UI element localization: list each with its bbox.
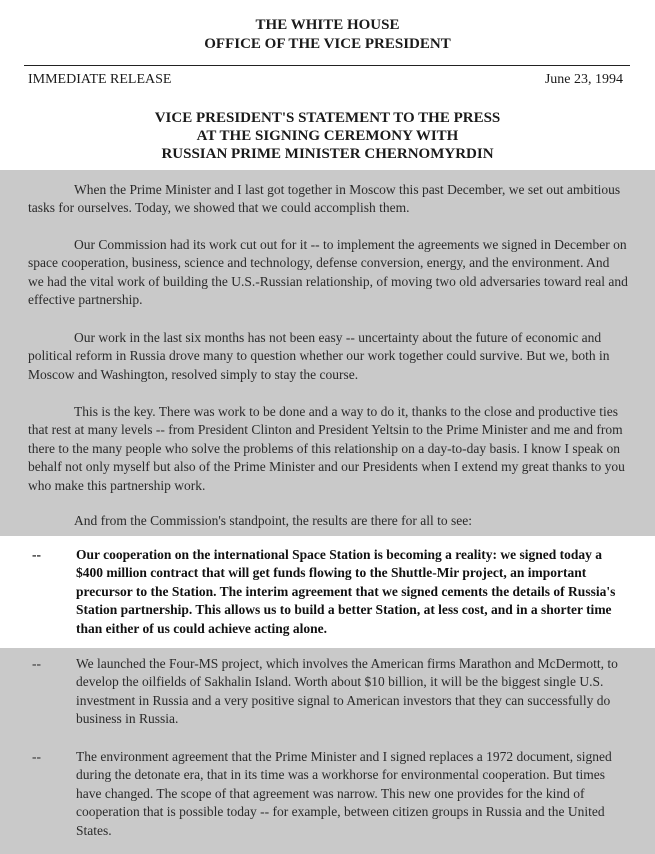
title-line-1: VICE PRESIDENT'S STATEMENT TO THE PRESS: [154, 110, 501, 126]
title-line-3: RUSSIAN PRIME MINISTER CHERNOMYRDIN: [161, 146, 494, 162]
bullet-text: Our cooperation on the international Space Station is becoming a reality: we signed today a $400 million contract that will get funds flowing to the Shuttle-Mir project, an important precursor to the Station. The interim agreement that we signed cements the details of Russia's Station partnership. This allows us to build a better Station, at less cost, and in a shorter time than either of us could achieve acting alone.: [76, 547, 616, 636]
paragraph: And from the Commission's standpoint, the results are there for all to see:: [74, 513, 472, 528]
release-date: June 23, 1994: [544, 72, 623, 87]
bullet-text: The environment agreement that the Prime Minister and I signed replaces a 1972 document, signed during the detonate era, that in its time was a workhorse for environmental cooperation. But times have changed. The scope of that agreement was narrow. This new one provides for the kind of cooperation that is possible today -- for example, between citizen groups in Russia and the United States.: [76, 749, 612, 838]
header-rule: [24, 65, 630, 66]
paragraph: This is the key. There was work to be done and a way to do it, thanks to the close and productive ties that rest at many levels -- from President Clinton and President Yeltsin to the Prime Minister and me and from there to the many people who solve the problems of this relationship on a day-to-day basis. I know I speak on behalf not only myself but also of the Prime Minister and our Presidents when I extend my great thanks to you who make this partnership work.: [28, 404, 625, 493]
bullet-dash: --: [32, 656, 41, 671]
bullet-text: We launched the Four-MS project, which involves the American firms Marathon and McDermott, to develop the oilfields of Sakhalin Island. Worth about $10 billion, it will be the biggest single U.S. investment in Russia and a very positive signal to American investors that they can successfully do business in Russia.: [76, 656, 618, 727]
bullet-dash: --: [32, 547, 41, 562]
title-line-2: AT THE SIGNING CEREMONY WITH: [196, 128, 459, 144]
paragraph: Our Commission had its work cut out for it -- to implement the agreements we signed in December on space cooperation, business, science and technology, defense conversion, energy, and the environment. And we had the vital work of building the U.S.-Russian relationship, of moving two old adversaries toward real and effective partnership.: [28, 237, 628, 308]
header-line-1: THE WHITE HOUSE: [255, 17, 400, 33]
paragraph: When the Prime Minister and I last got together in Moscow this past December, we set out ambitious tasks for ourselves. Today, we showed that we could accomplish them.: [28, 182, 621, 216]
release-label: IMMEDIATE RELEASE: [28, 72, 172, 87]
header-line-2: OFFICE OF THE VICE PRESIDENT: [204, 36, 451, 52]
paragraph: Our work in the last six months has not been easy -- uncertainty about the future of economic and political reform in Russia drove many to question whether our work together could survive. But we, both in Moscow and Washington, resolved simply to stay the course.: [28, 330, 610, 382]
bullet-dash: --: [32, 749, 41, 764]
